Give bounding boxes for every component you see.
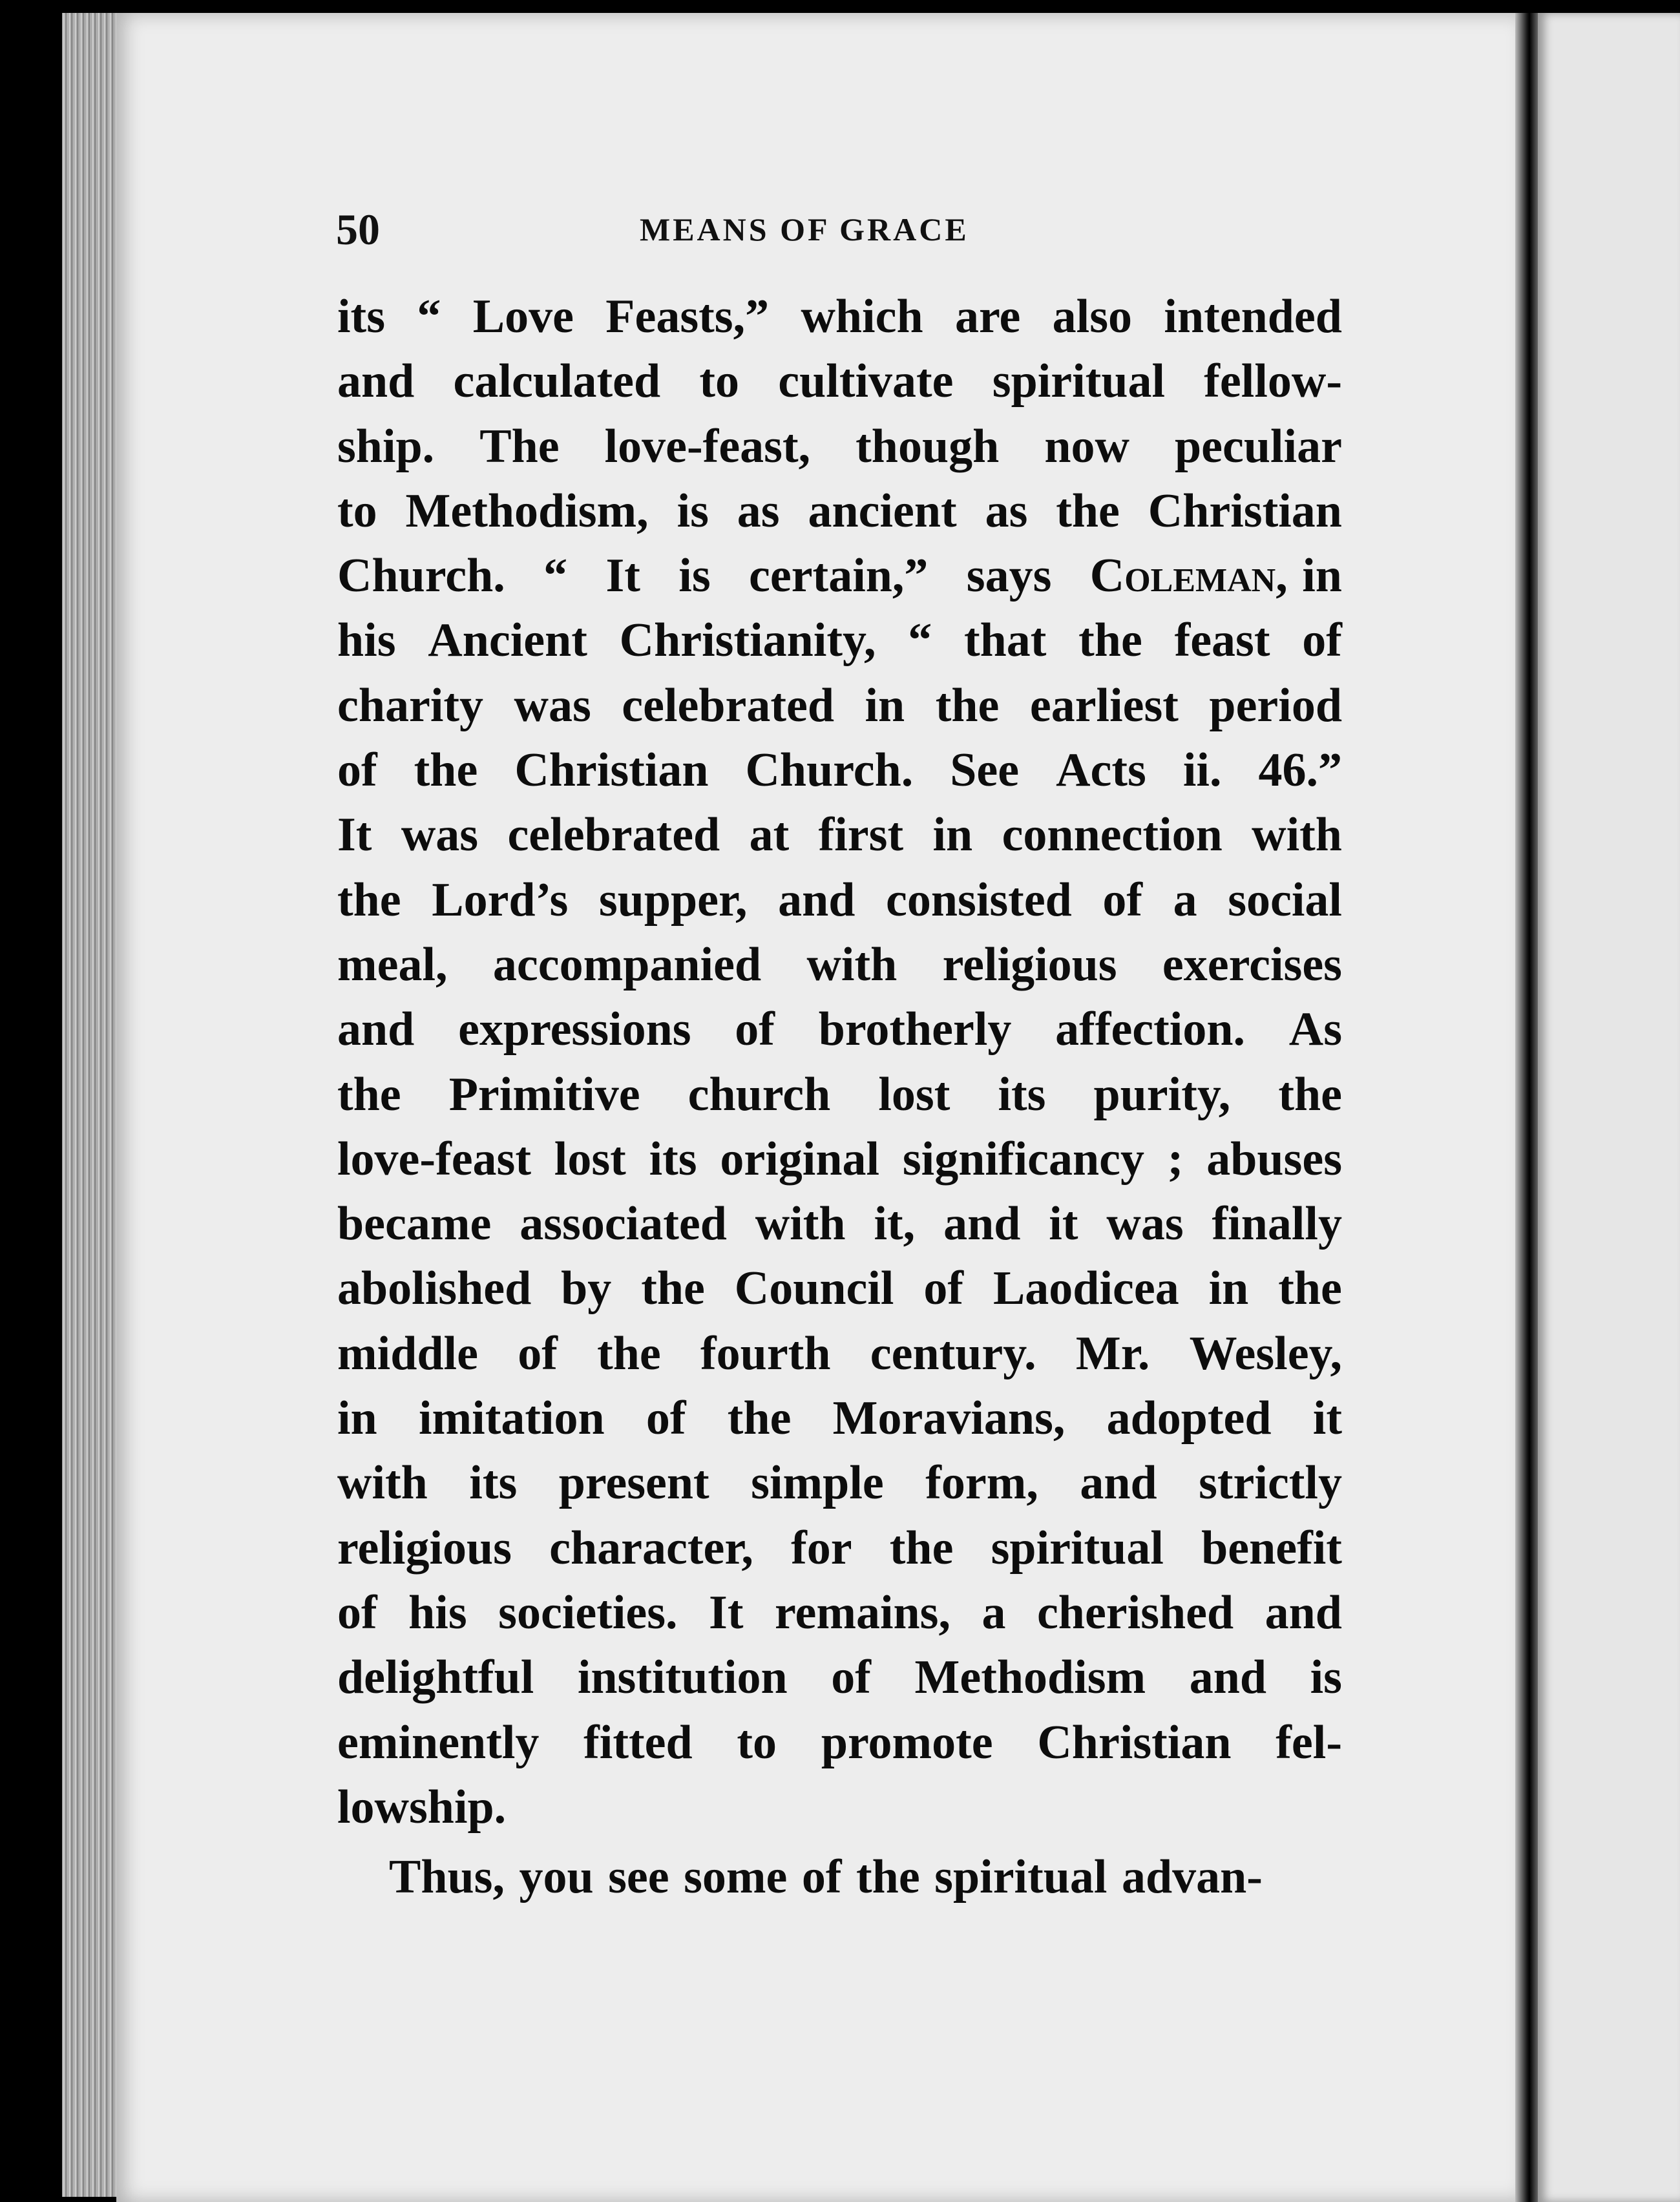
word: Feasts,” <box>605 290 770 343</box>
word: exercises <box>1162 938 1342 991</box>
word: fellow- <box>1204 355 1342 408</box>
text-line <box>337 1645 1342 1710</box>
word: of <box>1102 873 1143 927</box>
word: of <box>831 1651 871 1704</box>
text-line <box>337 802 1342 867</box>
book-gutter <box>1515 13 1541 2202</box>
word: that <box>963 614 1047 667</box>
word: as <box>985 484 1028 538</box>
author-name-segment <box>1090 543 1342 608</box>
text-line <box>337 1127 1342 1191</box>
running-head <box>336 194 1344 265</box>
word: supper, <box>598 873 748 927</box>
word: Love <box>472 290 574 343</box>
word: form, <box>925 1456 1038 1510</box>
word: was <box>514 678 591 732</box>
word: religious <box>942 938 1117 991</box>
word: is <box>678 549 711 603</box>
paragraph-start-line: Thus, you see some of the spiritual advan- <box>389 1851 1263 1904</box>
word: Ancient <box>428 614 587 667</box>
text-line <box>337 932 1342 997</box>
word: social <box>1228 873 1342 927</box>
word: the <box>889 1521 954 1575</box>
word: the <box>1278 1067 1342 1121</box>
word: celebrated <box>507 808 720 862</box>
word: of <box>1302 614 1342 667</box>
text-line <box>337 349 1342 414</box>
word: which <box>801 290 923 343</box>
word: spiritual <box>992 355 1166 408</box>
word: the <box>597 1326 661 1380</box>
page-number: 50 <box>336 205 380 254</box>
word: with <box>806 938 898 991</box>
word: original <box>720 1132 880 1186</box>
word: to <box>337 484 377 538</box>
word: lost <box>554 1132 626 1186</box>
word: eminently <box>337 1715 540 1769</box>
word: It <box>709 1586 744 1639</box>
text-line <box>337 1062 1342 1127</box>
word: Wesley, <box>1189 1326 1342 1380</box>
word: a <box>982 1586 1006 1639</box>
word: the <box>1078 614 1142 667</box>
word: and <box>1189 1651 1267 1704</box>
word: of <box>735 1003 775 1056</box>
text-line <box>337 997 1342 1062</box>
text-line: lowship. <box>337 1780 507 1834</box>
word: it <box>1312 1392 1342 1445</box>
word: peculiar <box>1174 419 1342 473</box>
word: ; <box>1167 1132 1184 1186</box>
word: charity <box>337 678 484 732</box>
word: abolished <box>337 1262 532 1316</box>
word: at <box>749 808 790 862</box>
word: the <box>1056 484 1120 538</box>
facing-page-edge <box>1538 13 1680 2202</box>
word: Christian <box>1037 1715 1232 1769</box>
word: institution <box>577 1651 788 1704</box>
word: accompanied <box>492 938 762 991</box>
body-text <box>337 284 1342 1909</box>
word: purity, <box>1093 1067 1231 1121</box>
text-line <box>337 1191 1342 1256</box>
word: says <box>966 549 1052 603</box>
text-line <box>337 1386 1342 1451</box>
word: finally <box>1212 1197 1342 1251</box>
word: ii. <box>1182 744 1222 797</box>
word: Christianity, <box>619 614 876 667</box>
word: in <box>865 678 905 732</box>
word: his <box>337 614 396 667</box>
word: the <box>337 1067 401 1121</box>
word: fitted <box>583 1715 693 1769</box>
text-line <box>337 543 1342 608</box>
text-line <box>337 868 1342 932</box>
word: Mr. <box>1075 1326 1150 1380</box>
word: The <box>479 419 560 473</box>
word: imitation <box>418 1392 605 1445</box>
word: middle <box>337 1326 478 1380</box>
word: lost <box>878 1067 950 1121</box>
word: though <box>856 419 1000 473</box>
word: fel- <box>1276 1715 1342 1769</box>
word: celebrated <box>622 678 835 732</box>
word: also <box>1052 290 1133 343</box>
word: It <box>605 549 640 603</box>
word: the <box>1278 1262 1342 1316</box>
text-line <box>337 1710 1342 1775</box>
text-line <box>337 1516 1342 1580</box>
word: and <box>943 1197 1021 1251</box>
word: Acts <box>1056 744 1146 797</box>
word: “ <box>908 614 932 667</box>
word: simple <box>751 1456 884 1510</box>
word: earliest <box>1029 678 1179 732</box>
word: church <box>688 1067 831 1121</box>
word: certain,” <box>749 549 929 603</box>
word: are <box>954 290 1021 343</box>
text-line <box>337 738 1342 802</box>
word: and <box>1080 1456 1157 1510</box>
word: societies. <box>498 1586 678 1639</box>
word: a <box>1173 873 1197 927</box>
word: in <box>932 808 973 862</box>
word: its <box>337 290 385 343</box>
word: ship. <box>337 419 435 473</box>
word: “ <box>417 290 441 343</box>
word: expressions <box>458 1003 691 1056</box>
word: the <box>727 1392 792 1445</box>
word: consisted <box>886 873 1072 927</box>
word: century. <box>870 1326 1036 1380</box>
word: connection <box>1002 808 1223 862</box>
word: to <box>699 355 740 408</box>
word: love-feast <box>337 1132 531 1186</box>
text-line-tail: , in <box>1276 549 1342 603</box>
word: of <box>337 744 377 797</box>
word: the <box>337 873 401 927</box>
word: promote <box>821 1715 993 1769</box>
word: Christian <box>514 744 709 797</box>
word: adopted <box>1106 1392 1272 1445</box>
text-line <box>337 284 1342 349</box>
word: the <box>641 1262 705 1316</box>
word: in <box>337 1392 377 1445</box>
word: delightful <box>337 1651 534 1704</box>
text-line <box>337 414 1342 479</box>
word: was <box>401 808 479 862</box>
word: was <box>1106 1197 1184 1251</box>
word: Christian <box>1148 484 1342 538</box>
text-line <box>337 479 1342 543</box>
word: As <box>1288 1003 1342 1056</box>
word: love-feast, <box>604 419 811 473</box>
text-line <box>337 1321 1342 1386</box>
word: and <box>337 1003 415 1056</box>
word: religious <box>337 1521 512 1575</box>
text-line <box>337 1256 1342 1321</box>
word: and <box>337 355 415 408</box>
word: period <box>1209 678 1342 732</box>
word: affection. <box>1055 1003 1245 1056</box>
word: Lord’s <box>432 873 569 927</box>
text-line <box>337 1451 1342 1515</box>
word: “ <box>543 549 568 603</box>
word: brotherly <box>818 1003 1012 1056</box>
word: it, <box>874 1197 916 1251</box>
text-line <box>337 1580 1342 1645</box>
word: feast <box>1174 614 1270 667</box>
word: character, <box>549 1521 753 1575</box>
word: of <box>518 1326 558 1380</box>
word: Church. <box>745 744 914 797</box>
word: Church. <box>337 549 505 603</box>
word: cultivate <box>778 355 954 408</box>
word: his <box>408 1586 467 1639</box>
word: intended <box>1164 290 1342 343</box>
word: is <box>1310 1651 1342 1704</box>
word: Methodism, <box>405 484 649 538</box>
word: significancy <box>902 1132 1144 1186</box>
word: its <box>649 1132 697 1186</box>
word: first <box>818 808 904 862</box>
word: its <box>998 1067 1046 1121</box>
word: the <box>414 744 478 797</box>
word: ancient <box>808 484 957 538</box>
word: Council <box>734 1262 894 1316</box>
word: of <box>646 1392 686 1445</box>
word: benefit <box>1201 1521 1342 1575</box>
word: as <box>737 484 780 538</box>
word: present <box>558 1456 709 1510</box>
word: associated <box>520 1197 727 1251</box>
word: of <box>923 1262 964 1316</box>
word: is <box>677 484 709 538</box>
word: with <box>1252 808 1342 862</box>
word: It <box>337 808 372 862</box>
word: cherished <box>1036 1586 1234 1639</box>
word: its <box>469 1456 518 1510</box>
text-line <box>337 673 1342 738</box>
word: abuses <box>1206 1132 1342 1186</box>
word: of <box>337 1586 377 1639</box>
word: to <box>737 1715 777 1769</box>
author-name: Coleman <box>1089 549 1276 603</box>
word: See <box>950 744 1020 797</box>
word: for <box>791 1521 852 1575</box>
word: Moravians, <box>832 1392 1066 1445</box>
word: strictly <box>1199 1456 1342 1510</box>
word: remains, <box>774 1586 950 1639</box>
word: became <box>337 1197 492 1251</box>
word: by <box>561 1262 612 1316</box>
word: Laodicea <box>992 1262 1179 1316</box>
word: spiritual <box>991 1521 1164 1575</box>
running-title: MEANS OF GRACE <box>640 211 969 247</box>
word: with <box>337 1456 428 1510</box>
word: Methodism <box>914 1651 1146 1704</box>
word: and <box>1265 1586 1342 1639</box>
word: fourth <box>700 1326 831 1380</box>
word: now <box>1044 419 1129 473</box>
word: the <box>935 678 1000 732</box>
word: meal, <box>337 938 448 991</box>
word: and <box>778 873 856 927</box>
word: calculated <box>453 355 661 408</box>
word: it <box>1049 1197 1078 1251</box>
word: 46.” <box>1258 744 1342 797</box>
text-line <box>337 608 1342 673</box>
word: with <box>755 1197 846 1251</box>
word: in <box>1208 1262 1249 1316</box>
word: Primitive <box>448 1067 640 1121</box>
